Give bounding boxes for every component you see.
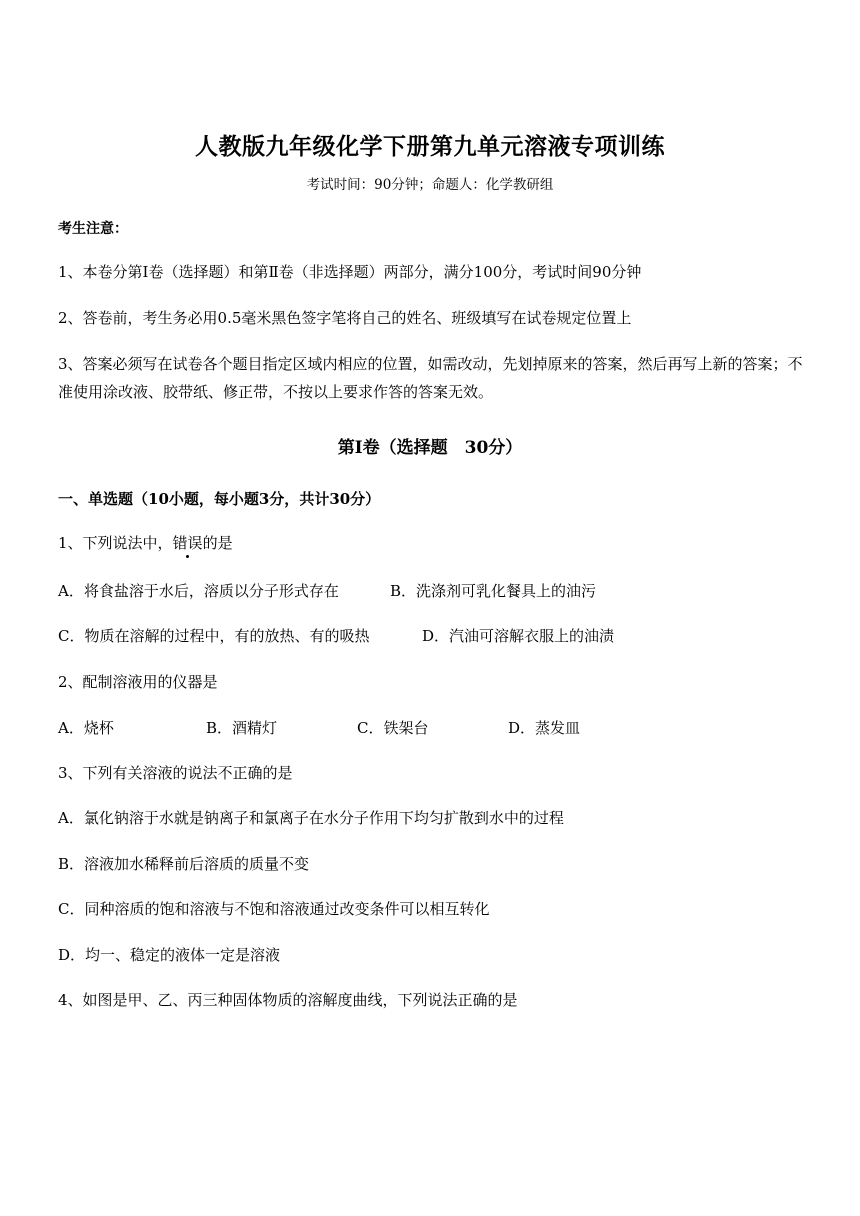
question-1-stem [58,532,233,553]
question-2-stem: 2、配制溶液用的仪器是 [58,673,218,691]
notice-item-3: 3、答案必须写在试卷各个题目指定区域内相应的位置，如需改动，先划掉原来的答案，然后再写上新的答案；不准使用涂改液、胶带纸、修正带，不按以上要求作答的答案无效。 [58,355,803,401]
notice-item-2: 2、答卷前，考生务必用0.5毫米黑色签字笔将自己的姓名、班级填写在试卷规定位置上 [58,309,632,327]
question-1-option-b: B．洗涤剂可乳化餐具上的油污 [390,582,597,600]
question-1-option-c: C．物质在溶解的过程中，有的放热、有的吸热 [58,627,370,645]
page-title: 人教版九年级化学下册第九单元溶液专项训练 [195,133,665,160]
question-1-option-d: D．汽油可溶解衣服上的油渍 [422,627,615,645]
notice-heading: 考生注意： [58,221,128,237]
question-2-option-b: B．酒精灯 [206,719,278,737]
notice-item-1: 1、本卷分第Ⅰ卷（选择题）和第Ⅱ卷（非选择题）两部分，满分100分，考试时间90分钟 [58,263,642,281]
part-heading: 一、单选题（10小题，每小题3分，共计30分） [58,490,381,508]
question-3-option-b: B．溶液加水稀释前后溶质的质量不变 [58,855,310,873]
section-title: 第Ⅰ卷（选择题 30分） [337,438,523,458]
question-3-stem: 3、下列有关溶液的说法不正确的是 [58,764,293,782]
question-2-option-c: C．铁架台 [357,719,429,737]
question-3-option-a: A．氯化钠溶于水就是钠离子和氯离子在水分子作用下均匀扩散到水中的过程 [58,809,564,827]
question-1-emphasis: 错误 [172,534,203,552]
question-2-option-a: A．烧杯 [58,719,114,737]
question-3-option-d: D．均一、稳定的液体一定是溶液 [58,946,281,964]
question-3-option-c: C．同种溶质的饱和溶液与不饱和溶液通过改变条件可以相互转化 [58,900,490,918]
question-4-stem: 4、如图是甲、乙、丙三种固体物质的溶解度曲线，下列说法正确的是 [58,991,518,1009]
exam-info: 考试时间：90分钟；命题人：化学教研组 [306,177,554,193]
question-1-option-a: A．将食盐溶于水后，溶质以分子形式存在 [58,582,339,600]
question-1-stem-prefix: 1、下列说法中， [58,534,173,552]
question-1-stem-suffix: 的是 [202,534,233,552]
question-2-option-d: D．蒸发皿 [508,719,581,737]
